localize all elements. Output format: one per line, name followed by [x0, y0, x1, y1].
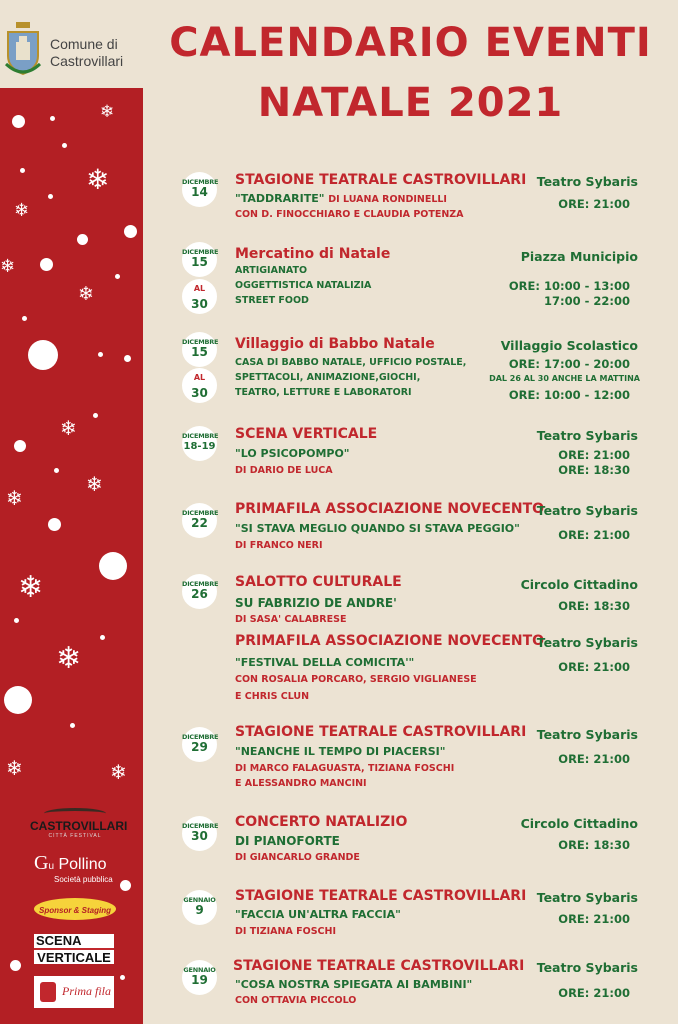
page-title: CALENDARIO EVENTI	[169, 20, 652, 66]
event-line: DI DARIO DE LUCA	[235, 465, 333, 476]
event-title: PRIMAFILA ASSOCIAZIONE NOVECENTO	[235, 501, 545, 517]
event-time: ORE: 21:00	[558, 197, 630, 211]
castrovillari-festival-logo	[30, 808, 128, 839]
sponsor-logo-text: Sponsor & Staging	[39, 906, 111, 915]
event-venue: Teatro Sybaris	[536, 890, 638, 905]
event-line: "FESTIVAL DELLA COMICITA'"	[235, 656, 415, 669]
snow-dot	[62, 143, 67, 148]
event-time: ORE: 21:00	[558, 752, 630, 766]
snow-dot	[100, 635, 105, 640]
pollino-logo-text: Pollino	[58, 856, 107, 873]
date-badge: DICEMBRE 30	[182, 816, 217, 851]
snow-dot	[22, 316, 27, 321]
event-venue: Teatro Sybaris	[536, 428, 638, 443]
event-title: Villaggio di Babbo Natale	[235, 336, 435, 352]
pollino-logo-subtext: Società pubblica	[54, 875, 113, 884]
event-line: TEATRO, LETTURE E LABORATORI	[235, 387, 412, 398]
snow-dot	[14, 618, 19, 623]
snowflake-icon: ❄	[18, 570, 44, 605]
snowflake-icon: ❄	[86, 163, 110, 196]
primafila-logo-text: Prima fila	[62, 984, 112, 998]
event-line: CON D. FINOCCHIARO E CLAUDIA POTENZA	[235, 209, 464, 220]
event-line: DI TIZIANA FOSCHI	[235, 926, 336, 937]
castrovillari-logo-subtext: CITTÀ FESTIVAL	[48, 833, 102, 839]
event-line: "SI STAVA MEGLIO QUANDO SI STAVA PEGGIO"	[235, 522, 520, 535]
event-line: "LO PSICOPOMPO"	[235, 447, 350, 460]
snowflake-icon: ❄	[110, 760, 127, 784]
event-venue: Teatro Sybaris	[536, 503, 638, 518]
event-venue: Circolo Cittadino	[520, 816, 638, 831]
event-time: ORE: 18:30	[558, 599, 630, 613]
date-badge: DICEMBRE 29	[182, 727, 217, 762]
date-badge: GENNAIO 19	[182, 960, 217, 995]
event-title: STAGIONE TEATRALE CASTROVILLARI	[235, 888, 527, 904]
event-line: CON OTTAVIA PICCOLO	[235, 995, 357, 1006]
snow-dot	[99, 552, 127, 580]
scena-logo-line1: SCENA	[36, 933, 82, 948]
event-line: DI MARCO FALAGUASTA, TIZIANA FOSCHI	[235, 763, 455, 774]
snow-dot	[20, 168, 25, 173]
scena-verticale-logo	[34, 934, 114, 964]
snowflake-icon: ❄	[60, 416, 77, 440]
date-badge: DICEMBRE 22	[182, 503, 217, 538]
snow-dot	[124, 225, 137, 238]
snowflake-icon: ❄	[86, 472, 103, 496]
municipality-label: Comune di	[50, 36, 118, 52]
snow-dot	[14, 440, 26, 452]
date-badge-end: AL 30	[182, 279, 217, 314]
event-line: CON ROSALIA PORCARO, SERGIO VIGLIANESE	[235, 674, 477, 685]
sponsor-logo	[34, 898, 116, 920]
event-venue: Circolo Cittadino	[520, 577, 638, 592]
event-venue: Teatro Sybaris	[536, 174, 638, 189]
event-venue: Teatro Sybaris	[536, 635, 638, 650]
event-line: ARTIGIANATO	[235, 265, 308, 276]
snow-dot	[93, 413, 98, 418]
snow-dot	[115, 274, 120, 279]
event-time: ORE: 21:00	[558, 660, 630, 674]
date-badge: GENNAIO 9	[182, 890, 217, 925]
snow-dot	[70, 723, 75, 728]
snowflake-icon: ❄	[56, 641, 82, 676]
event-line: DI SASA' CALABRESE	[235, 614, 347, 625]
event-line: SU FABRIZIO DE ANDRE'	[235, 596, 397, 610]
snow-dot	[4, 686, 32, 714]
date-badge: DICEMBRE 15	[182, 242, 217, 277]
snow-dot	[77, 234, 88, 245]
date-badge: DICEMBRE 26	[182, 574, 217, 609]
event-title: STAGIONE TEATRALE CASTROVILLARI	[233, 958, 525, 974]
event-line: "COSA NOSTRA SPIEGATA AI BAMBINI"	[235, 978, 473, 991]
date-badge: DICEMBRE 18-19	[182, 426, 217, 461]
event-title: CONCERTO NATALIZIO	[235, 814, 408, 830]
snowflake-icon: ❄	[100, 102, 115, 122]
primafila-logo	[34, 976, 114, 1008]
event-line: E CHRIS CLUN	[235, 691, 310, 702]
snow-dot	[54, 468, 59, 473]
event-time: ORE: 10:00 - 13:00	[508, 279, 630, 293]
snow-dot	[12, 115, 25, 128]
snowflake-icon: ❄	[14, 200, 30, 221]
event-line: DI FRANCO NERI	[235, 540, 323, 551]
event-venue: Piazza Municipio	[520, 249, 638, 264]
date-badge-end: AL 30	[182, 368, 217, 403]
event-line: SPETTACOLI, ANIMAZIONE,GIOCHI,	[235, 372, 421, 383]
snow-dot	[98, 352, 103, 357]
pollino-logo: Gu Pollino Società pubblica	[34, 852, 124, 884]
date-badge: DICEMBRE 14	[182, 172, 217, 207]
page-subtitle: NATALE 2021	[257, 80, 564, 126]
municipality-crest-icon	[4, 22, 42, 76]
event-line: "NEANCHE IL TEMPO DI PIACERSI"	[235, 745, 446, 758]
snow-dot	[10, 960, 21, 971]
snowflake-icon: ❄	[6, 756, 23, 780]
event-line: "TADDRARITE" DI LUANA RONDINELLI	[235, 192, 447, 205]
snow-dot	[48, 518, 61, 531]
snow-dot	[48, 194, 53, 199]
event-line: STREET FOOD	[235, 295, 309, 306]
event-title: SCENA VERTICALE	[235, 426, 378, 442]
event-title: STAGIONE TEATRALE CASTROVILLARI	[235, 724, 527, 740]
snow-dot	[50, 116, 55, 121]
event-time: ORE: 17:00 - 20:00	[508, 357, 630, 371]
event-title: PRIMAFILA ASSOCIAZIONE NOVECENTO	[235, 633, 545, 649]
event-time: ORE: 21:00	[558, 448, 630, 462]
event-time: ORE: 21:00	[558, 912, 630, 926]
event-venue: Teatro Sybaris	[536, 960, 638, 975]
scena-logo-line2: VERTICALE	[34, 948, 114, 965]
event-line: DI PIANOFORTE	[235, 834, 340, 848]
event-line: OGGETTISTICA NATALIZIA	[235, 280, 372, 291]
municipality-name	[50, 36, 123, 70]
event-note: DAL 26 AL 30 ANCHE LA MATTINA	[489, 374, 640, 383]
snow-dot	[124, 355, 131, 362]
event-title: Mercatino di Natale	[235, 246, 391, 262]
event-title: STAGIONE TEATRALE CASTROVILLARI	[235, 172, 527, 188]
snowflake-icon: ❄	[6, 486, 23, 510]
event-time: ORE: 18:30	[558, 463, 630, 477]
event-time: ORE: 21:00	[558, 986, 630, 1000]
event-line: DI GIANCARLO GRANDE	[235, 852, 360, 863]
event-time: 17:00 - 22:00	[544, 294, 630, 308]
snowflake-icon: ❄	[0, 256, 16, 277]
event-time: ORE: 18:30	[558, 838, 630, 852]
municipality-city: Castrovillari	[50, 53, 124, 69]
event-line: "FACCIA UN'ALTRA FACCIA"	[235, 908, 401, 921]
event-venue: Villaggio Scolastico	[500, 338, 638, 353]
date-badge: DICEMBRE 15	[182, 332, 217, 367]
snow-dot	[28, 340, 58, 370]
event-time: ORE: 10:00 - 12:00	[508, 388, 630, 402]
snowflake-icon: ❄	[78, 283, 94, 305]
event-line: E ALESSANDRO MANCINI	[235, 778, 367, 789]
event-line: CASA DI BABBO NATALE, UFFICIO POSTALE,	[235, 357, 467, 368]
castrovillari-logo-text: CASTROVILLARI	[30, 819, 128, 833]
event-title: SALOTTO CULTURALE	[235, 574, 402, 590]
snow-dot	[120, 975, 125, 980]
event-venue: Teatro Sybaris	[536, 727, 638, 742]
snow-dot	[40, 258, 53, 271]
event-time: ORE: 21:00	[558, 528, 630, 542]
